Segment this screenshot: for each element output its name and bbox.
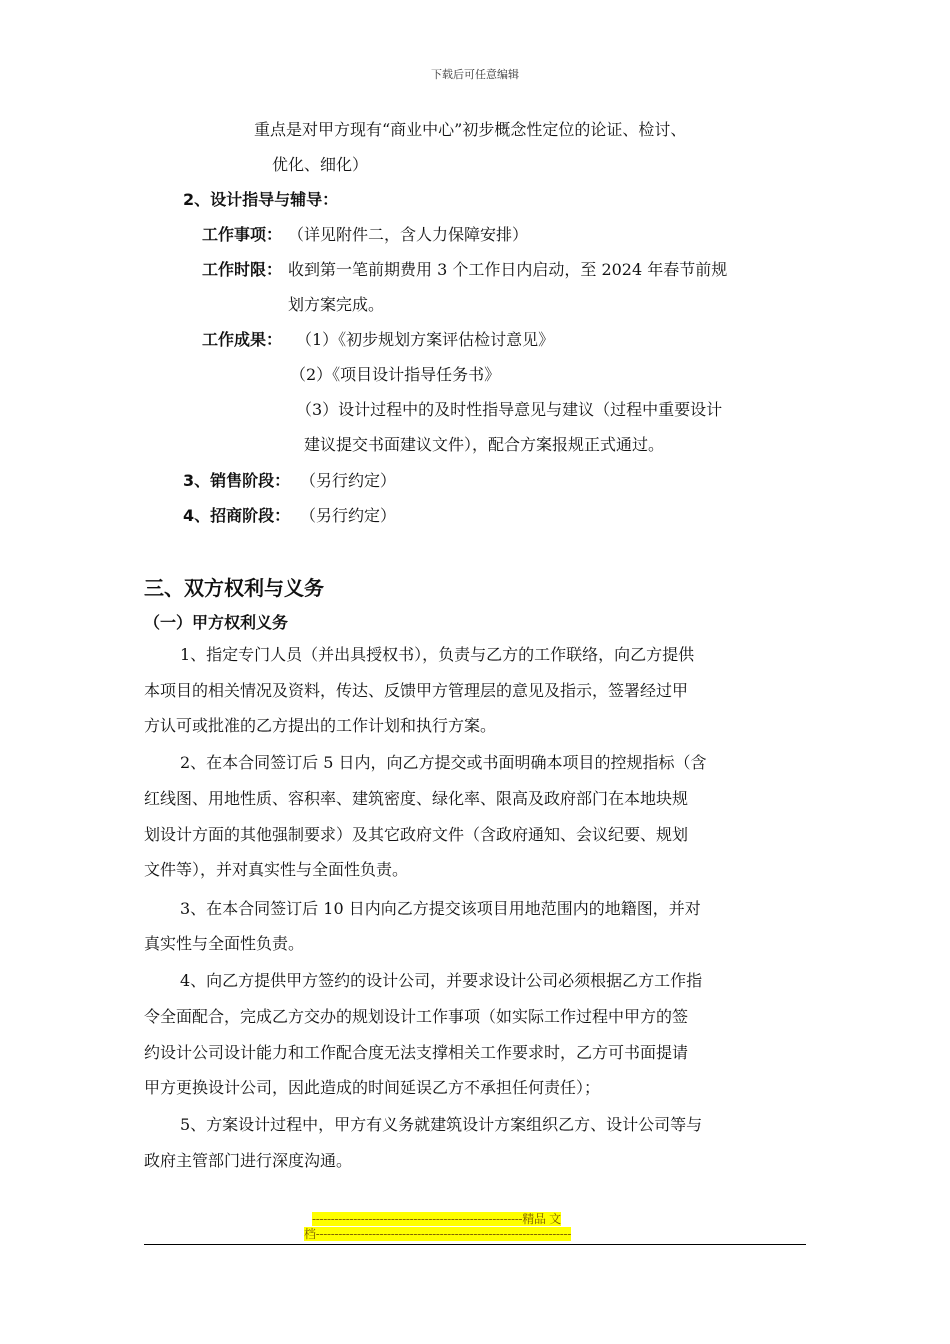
section-3-value: （另行约定） (300, 471, 397, 490)
item-4-line-4: 甲方更换设计公司，因此造成的时间延误乙方不承担任何责任）； (144, 1078, 601, 1097)
subsection-title: （一）甲方权利义务 (144, 613, 289, 632)
footer-line-2: 档-------------------------------------------------------------------- (304, 1227, 572, 1241)
footer-line-1: --------------------------------------------------------精品 文 (312, 1212, 561, 1226)
section-3-label: 3、销售阶段： (183, 471, 291, 490)
work-items-label: 工作事项： (202, 225, 283, 244)
result-item-3a: （3）设计过程中的及时性指导意见与建议（过程中重要设计 (296, 400, 723, 419)
intro-line-1: 重点是对甲方现有“商业中心”初步概念性定位的论证、检讨、 (254, 120, 687, 139)
result-item-2: （2）《项目设计指导任务书》 (290, 365, 501, 384)
item-1-line-3: 方认可或批准的乙方提出的工作计划和执行方案。 (144, 716, 497, 735)
item-5-line-2: 政府主管部门进行深度沟通。 (144, 1151, 353, 1170)
result-item-1: （1）《初步规划方案评估检讨意见》 (296, 330, 555, 349)
item-4-line-3: 约设计公司设计能力和工作配合度无法支撑相关工作要求时，乙方可书面提请 (144, 1043, 689, 1062)
footer-rule (144, 1244, 806, 1245)
item-2-line-1: 2、在本合同签订后 5 日内，向乙方提交或书面明确本项目的控规指标（含 (180, 753, 707, 772)
work-items-value: （详见附件二，含人力保障安排） (288, 225, 529, 244)
page-header: 下载后可任意编辑 (431, 68, 519, 81)
item-4-line-2: 令全面配合，完成乙方交办的规划设计工作事项（如实际工作过程中甲方的签 (144, 1007, 689, 1026)
intro-line-2: 优化、细化） (272, 155, 369, 174)
item-1-line-2: 本项目的相关情况及资料，传达、反馈甲方管理层的意见及指示，签署经过甲 (144, 681, 689, 700)
item-5-line-1: 5、方案设计过程中，甲方有义务就建筑设计方案组织乙方、设计公司等与 (180, 1115, 703, 1134)
section-4-label: 4、招商阶段： (183, 506, 291, 525)
item-4-line-1: 4、向乙方提供甲方签约的设计公司，并要求设计公司必须根据乙方工作指 (180, 971, 703, 990)
time-label: 工作时限： (202, 260, 283, 279)
section-2-title: 2、设计指导与辅导： (183, 190, 339, 209)
item-2-line-4: 文件等），并对真实性与全面性负责。 (144, 860, 409, 879)
time-value-2: 划方案完成。 (288, 295, 385, 314)
item-1-line-1: 1、指定专门人员（并出具授权书），负责与乙方的工作联络，向乙方提供 (180, 645, 695, 664)
chapter-title: 三、双方权利与义务 (144, 576, 324, 600)
result-label: 工作成果： (202, 330, 283, 349)
time-value-1: 收到第一笔前期费用 3 个工作日内启动，至 2024 年春节前规 (288, 260, 728, 279)
section-4-value: （另行约定） (300, 506, 397, 525)
item-3-line-2: 真实性与全面性负责。 (144, 934, 305, 953)
item-2-line-3: 划设计方面的其他强制要求）及其它政府文件（含政府通知、会议纪要、规划 (144, 825, 689, 844)
result-item-3b: 建议提交书面建议文件），配合方案报规正式通过。 (304, 435, 665, 454)
item-2-line-2: 红线图、用地性质、容积率、建筑密度、绿化率、限高及政府部门在本地块规 (144, 789, 689, 808)
item-3-line-1: 3、在本合同签订后 10 日内向乙方提交该项目用地范围内的地籍图，并对 (180, 899, 701, 918)
